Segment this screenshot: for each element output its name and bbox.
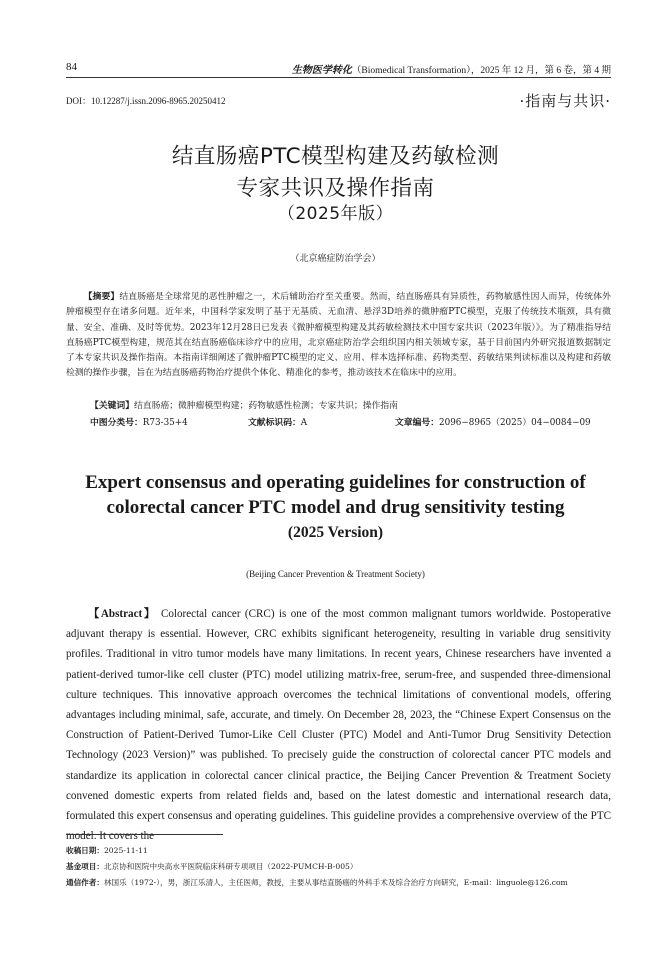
page-number: 84 [66,61,77,73]
journal-name: 生物医学转化 [291,65,352,76]
author-cn: （北京癌症防治学会） [290,254,381,264]
article-number: 文章编号：2096−8965（2025）04−0084−09 [395,418,591,428]
footnote-rule [66,834,223,835]
title-en-line3: (2025 Version) [287,524,384,541]
abstract-cn [66,290,611,382]
abstract-en-label: 【Abstract】 [88,608,157,620]
document-code: 文献标识码：A [248,418,308,428]
clc-number: 中图分类号：R73-35+4 [90,418,188,428]
title-cn-line1: 结直肠癌PTC模型构建及药敏检测 [171,144,500,169]
abstract-en [66,604,611,846]
footnote-received: 收稿日期：2025-11-11 [66,846,148,855]
journal-info: （Biomedical Transformation），2025 年 12 月，第 6 卷，第 4 期 [351,66,611,76]
title-en-line2: colorectal cancer PTC model and drug sensitivity testing [106,497,565,518]
footnote-corresponding-author: 通信作者：林国乐（1972-），男，浙江乐清人，主任医师，教授，主要从事结直肠癌的外科手术及综合治疗方向研究，E-mail：linguole@126.com [66,878,568,887]
author-en: (Beijing Cancer Prevention & Treatment Society) [246,569,425,579]
abstract-en-text: Colorectal cancer (CRC) is one of the most common malignant tumors worldwide. Postoperative adjuvant therapy is essential. However, CRC exhibits significant heterogeneity, resulting in variable drug sensitivity profiles. Traditional in vitro tumor models have many limitations. In recent years, Chinese researchers have invented a patient-derived tumor-like cell cluster (PTC) model utilizing matrix-free, serum-free, and suspended three-dimensional culture techniques. This innovative approach overcomes the technical limitations of conventional models, offering advantages including minimal, safe, accurate, and timely. On December 28, 2023, the “Chinese Expert Consensus on the Construction of Patient-Derived Tumor-Like Cell Cluster (PTC) Model and Anti-Tumor Drug Sensitivity Detection Technology (2023 Version)” was published. To precisely guide the construction of colorectal cancer PTC models and standardize its application in colorectal cancer clinical practice, the Beijing Cancer Prevention & Treatment Society convened domestic experts from related fields and, based on the latest domestic and international research data, formulated this expert consensus and operating guidelines. This guideline provides a comprehensive overview of the PTC model. It covers the [66,608,611,843]
column-tag: ·指南与共识· [519,92,611,110]
keywords-cn-text: 结直肠癌；微肿瘤模型构建；药物敏感性检测；专家共识；操作指南 [134,401,398,411]
abstract-cn-label: 【摘要】 [83,292,120,302]
keywords-cn [90,399,610,413]
running-head [292,61,611,76]
footnote-fund: 基金项目：北京协和医院中央高水平医院临床科研专项项目（2022-PUMCH-B-005） [66,862,358,871]
doi: DOI：10.12287/j.issn.2096-8965.20250412 [66,96,226,106]
title-cn-line3: （2025年版） [277,204,394,224]
title-cn-line2: 专家共识及操作指南 [236,176,435,201]
header-rule [66,77,611,78]
title-en-line1: Expert consensus and operating guidelines for construction of [85,472,586,493]
keywords-cn-label: 【关键词】 [90,401,134,411]
abstract-cn-text: 结直肠癌是全球常见的恶性肿瘤之一，术后辅助治疗至关重要。然而，结直肠癌具有异质性，药物敏感性因人而异，传统体外肿瘤模型存在诸多问题。近年来，中国科学家发明了基于无基质、无血清、悬浮3D培养的微肿瘤PTC模型，克服了传统技术瓶颈，具有微量、安全、准确、及时等优势。2023年12月28日已发表《微肿瘤模型构建及其药敏检测技术中国专家共识（2023年版）》。为了精准指导结直肠癌PTC模型构建，规范其在结直肠癌临床诊疗中的应用，北京癌症防治学会组织国内相关领域专家，基于目前国内外研究报道数据制定了本专家共识及操作指南。本指南详细阐述了微肿瘤PTC模型的定义、应用、样本选择标准、药物类型、药敏结果判读标准以及构建和药敏检测的操作步骤，旨在为结直肠癌药物治疗提供个体化、精准化的参考，推动该技术在临床中的应用。 [66,292,611,379]
